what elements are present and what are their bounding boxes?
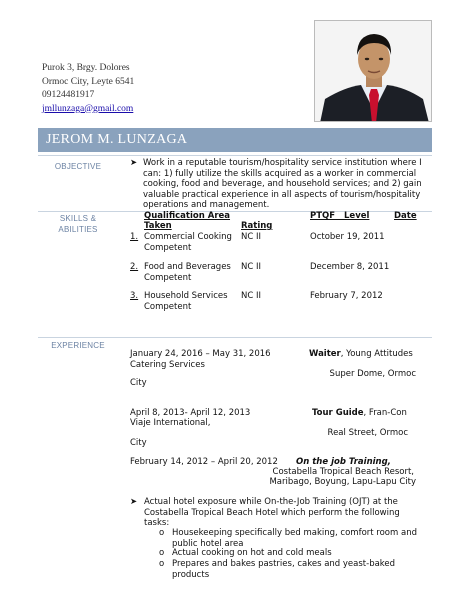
task-line: public hotel area — [172, 538, 244, 549]
name-header — [38, 128, 432, 152]
circle-bullet-icon: o — [159, 559, 165, 569]
header-qualification-area: Qualification Area — [144, 211, 231, 221]
area-level: Competent — [144, 272, 192, 283]
rating: NC II — [241, 232, 262, 242]
address-line-1: Purok 3, Brgy. Dolores — [42, 63, 130, 73]
job-city: City — [130, 378, 147, 388]
arrow-bullet-icon: ➤ — [130, 497, 138, 507]
job-title: Waiter — [309, 349, 341, 359]
row-number: 2. — [130, 262, 139, 272]
job-dates: January 24, 2016 – May 31, 2016 — [130, 349, 271, 359]
circle-bullet-icon: o — [159, 548, 165, 558]
job-address: Real Street, Ormoc — [327, 428, 408, 438]
circle-bullet-icon: o — [159, 528, 165, 538]
phone-number: 09124481917 — [42, 90, 95, 100]
task-line: products — [172, 569, 210, 580]
task-item — [172, 559, 432, 580]
area-name: Commercial Cooking — [144, 232, 232, 242]
job-title-line — [312, 408, 407, 419]
job-employer: , Fran-Con — [363, 408, 407, 418]
task-item — [172, 528, 432, 549]
area-level: Competent — [144, 242, 192, 253]
experience-label: EXPERIENCE — [51, 341, 105, 350]
ojt-dates: February 14, 2012 – April 20, 2012 — [130, 457, 278, 467]
skills-label-line-1: SKILLS & — [59, 214, 97, 223]
ojt-title: On the job Training, — [296, 457, 391, 467]
arrow-bullet-icon: ➤ — [130, 158, 138, 168]
profile-photo — [314, 20, 432, 122]
cert-date: February 7, 2012 — [310, 291, 383, 301]
portrait-image — [315, 21, 432, 122]
rating: NC II — [241, 291, 262, 301]
task-item — [172, 548, 432, 559]
objective-text: Work in a reputable tourism/hospitality service institution where I can: 1) fully utilize the skills acquired as a worker in commercial cooking, food and beverage, and household services; and 2) gain valuable practical experience in all aspects of tourism/hospitality operations and management. — [143, 158, 422, 210]
header-taken: Taken — [144, 221, 172, 231]
job-title-line — [309, 349, 413, 360]
exposure-description — [144, 497, 434, 529]
rating: NC II — [241, 262, 262, 272]
cert-date: December 8, 2011 — [310, 262, 390, 272]
job-city: City — [130, 438, 147, 448]
email-link[interactable]: jmllunzaga@gmail.com — [42, 103, 134, 114]
area-level: Competent — [144, 301, 192, 312]
skills-label — [40, 213, 116, 235]
full-name: JEROM M. LUNZAGA — [46, 132, 188, 147]
task-line: Housekeeping specifically bed making, comfort room and — [172, 528, 417, 538]
job-employer-cont: Catering Services — [130, 360, 205, 370]
section-divider — [38, 337, 432, 338]
exposure-line: Costabella Tropical Beach Hotel which perform the following — [144, 507, 400, 518]
skills-label-line-2: ABILITIES — [58, 225, 98, 234]
job-address: Super Dome, Ormoc — [329, 369, 416, 379]
contact-info — [42, 62, 134, 116]
job-dates: April 8, 2013- April 12, 2013 — [130, 408, 251, 418]
qualification-area — [144, 291, 239, 312]
cert-date: October 19, 2011 — [310, 232, 385, 242]
section-divider — [38, 211, 432, 212]
area-name: Household Services — [144, 291, 228, 301]
row-number: 3. — [130, 291, 139, 301]
ojt-place-1: Costabella Tropical Beach Resort, — [272, 467, 414, 477]
header-rating: Rating — [241, 221, 273, 231]
exposure-line: Actual hotel exposure while On-the-Job Training (OJT) at the — [144, 497, 398, 507]
address-line-2: Ormoc City, Leyte 6541 — [42, 76, 135, 87]
qualification-area — [144, 262, 239, 283]
task-line: Actual cooking on hot and cold meals — [172, 548, 332, 558]
job-employer-cont: Viaje International, — [130, 418, 211, 428]
task-line: Prepares and bakes pastries, cakes and yeast-baked — [172, 559, 396, 569]
area-name: Food and Beverages — [144, 262, 231, 272]
section-divider — [38, 155, 432, 156]
objective-label: OBJECTIVE — [54, 162, 102, 171]
job-title: Tour Guide — [312, 408, 364, 418]
ojt-place-2: Maribago, Boyung, Lapu-Lapu City — [269, 477, 416, 487]
header-date: Date — [394, 211, 417, 221]
row-number: 1. — [130, 232, 139, 242]
qualification-area — [144, 232, 239, 253]
job-employer: , Young Attitudes — [340, 349, 413, 359]
exposure-line: tasks: — [144, 518, 170, 528]
header-ptqf-level: PTQF Level — [310, 211, 370, 221]
